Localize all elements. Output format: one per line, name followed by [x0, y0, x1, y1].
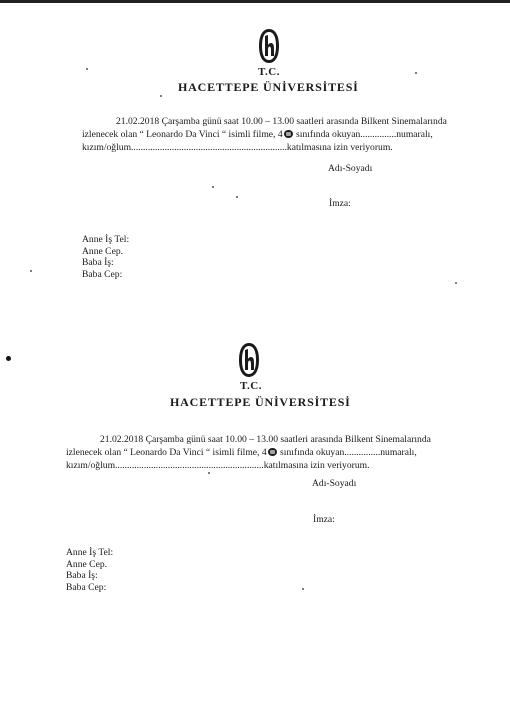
scan-speck: [415, 72, 417, 74]
signature-label: İmza:: [329, 198, 351, 209]
contact-list: [66, 547, 113, 593]
class-section-circle-icon: [268, 448, 277, 456]
body-line-1: 21.02.2018 Çarşamba günü saat 10.00 – 13.00 saatleri arasında Bilkent Sinemalarında: [116, 116, 447, 127]
university-name: HACETTEPE ÜNİVERSİTESİ: [170, 395, 351, 409]
class-section-circle-icon: [284, 130, 293, 138]
body-line-2-end: sınıfında okuyan...............numaralı,: [277, 447, 417, 458]
scan-speck: [236, 196, 238, 198]
contact-father-mobile: Baba Cep:: [66, 581, 107, 593]
scan-speck: [302, 588, 304, 590]
university-name: HACETTEPE ÜNİVERSİTESİ: [178, 80, 359, 94]
contact-father-work: Baba İş:: [82, 257, 114, 268]
hacettepe-logo-icon: [238, 342, 260, 378]
body-line-2-start: izlenecek olan “ Leonardo Da Vinci “ isimli filme, 4: [66, 447, 267, 458]
scan-speck: [86, 68, 88, 70]
scan-speck: [6, 356, 11, 361]
contact-mother-mobile: Anne Cep.: [66, 558, 108, 570]
signature-label: İmza:: [313, 514, 335, 525]
scan-speck: [455, 282, 457, 284]
body-line-1: 21.02.2018 Çarşamba günü saat 10.00 – 13.00 saatleri arasında Bilkent Sinemalarında: [100, 434, 431, 445]
scan-speck: [212, 186, 214, 188]
name-surname-label: Adı-Soyadı: [328, 163, 373, 174]
body-line-2-end: sınıfında okuyan...............numaralı,: [293, 129, 433, 140]
body-line-2-start: izlenecek olan “ Leonardo Da Vinci “ isimli filme, 4: [82, 129, 283, 140]
hacettepe-logo-icon: [258, 28, 280, 64]
body-line-2: [66, 447, 417, 459]
contact-mother-mobile: Anne Cep.: [82, 245, 124, 257]
scan-speck: [208, 472, 210, 474]
scan-top-edge: [0, 0, 510, 3]
contact-list: [82, 234, 129, 280]
body-line-3: kızım/oğlum.................................................................katılmasına izin veriyorum.: [82, 142, 393, 153]
scan-speck: [30, 270, 32, 272]
contact-mother-work: Anne İş Tel:: [82, 234, 130, 245]
contact-father-work: Baba İş:: [66, 570, 98, 581]
body-line-2: [82, 129, 433, 141]
tc-label: T.C.: [240, 380, 262, 392]
contact-mother-work: Anne İş Tel:: [66, 547, 114, 558]
body-line-3: kızım/oğlum..............................................................katılmasına izin veriyorum.: [66, 460, 370, 471]
tc-label: T.C.: [258, 66, 280, 78]
contact-father-mobile: Baba Cep:: [82, 268, 123, 280]
name-surname-label: Adı-Soyadı: [312, 478, 357, 489]
scan-speck: [160, 95, 162, 97]
